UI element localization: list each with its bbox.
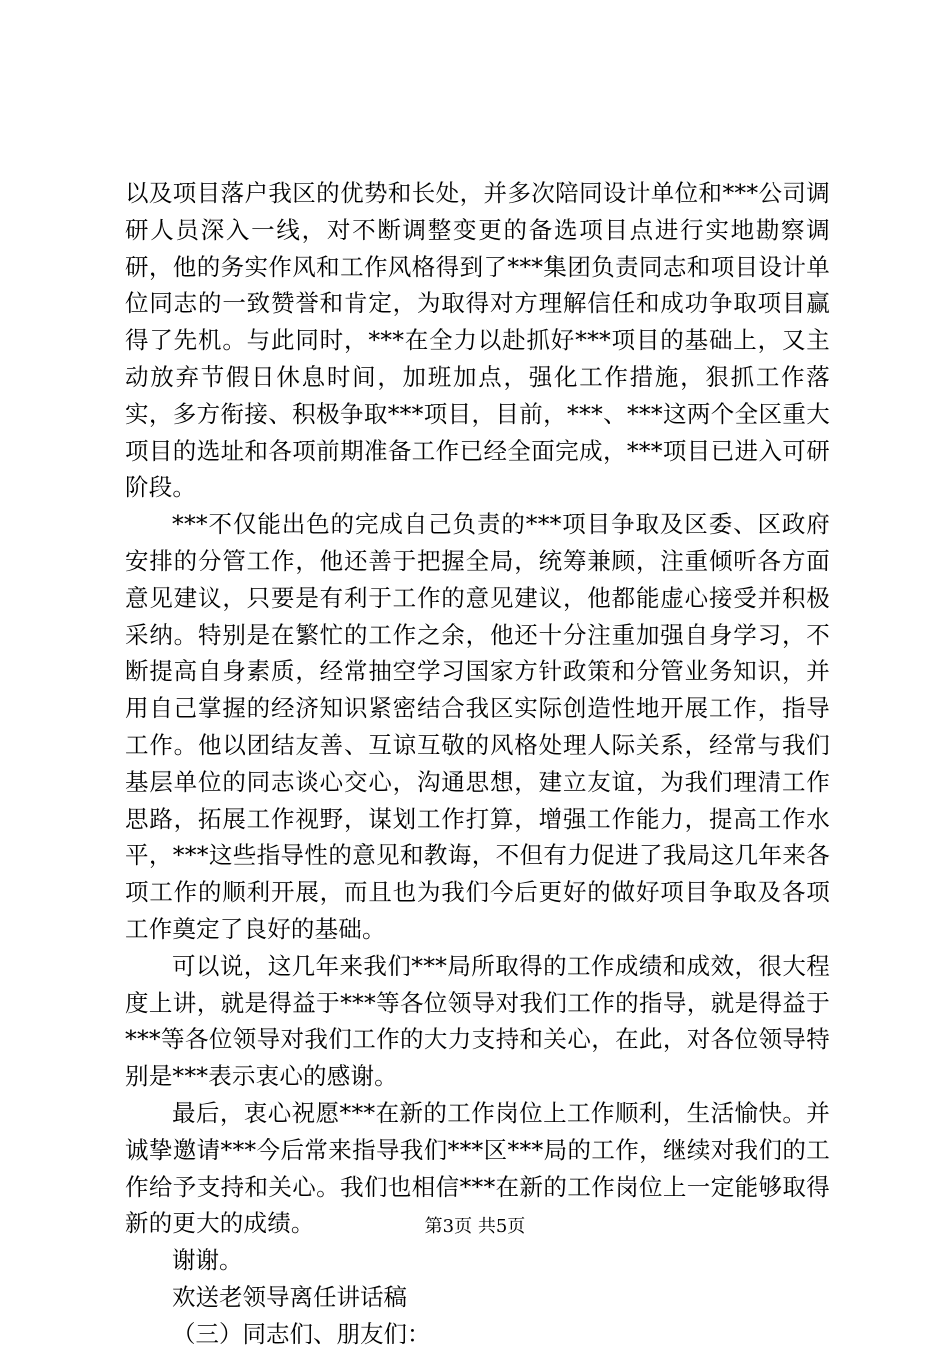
- thanks-line: 谢谢。: [172, 1246, 243, 1275]
- document-body: [125, 175, 830, 1353]
- paragraph-1: 以及项目落户我区的优势和长处，并多次陪同设计单位和***公司调研人员深入一线，对不断调整变更的备选项目点进行实地勘察调研，他的务实作风和工作风格得到了***集团负责同志和项目设计单位同志的一致赞誉和肯定，为取得对方理解信任和成功争取项目赢得了先机。与此同时，***在全力以赴抓好***项目的基础上，又主动放弃节假日休息时间，加班加点，强化工作措施，狠抓工作落实，多方衔接、积极争取***项目，目前，***、***这两个全区重大项目的选址和各项前期准备工作已经全面完成，***项目已进入可研阶段。: [125, 179, 830, 502]
- next-speech-heading: （三）同志们、朋友们：: [172, 1319, 431, 1348]
- paragraph-3: 可以说，这几年来我们***局所取得的工作成绩和成效，很大程度上讲，就是得益于***等各位领导对我们工作的指导，就是得益于***等各位领导对我们工作的大力支持和关心，在此，对各位领导特别是***表示衷心的感谢。: [125, 951, 830, 1091]
- next-speech-title: 欢送老领导离任讲话稿: [172, 1282, 407, 1311]
- paragraph-4: 最后，衷心祝愿***在新的工作岗位上工作顺利，生活愉快。并诚挚邀请***今后常来指导我们***区***局的工作，继续对我们的工作给予支持和关心。我们也相信***在新的工作岗位上一定能够取得新的更大的成绩。: [125, 1098, 830, 1238]
- paragraph-2: ***不仅能出色的完成自己负责的***项目争取及区委、区政府安排的分管工作，他还善于把握全局，统筹兼顾，注重倾听各方面意见建议，只要是有利于工作的意见建议，他都能虚心接受并积极采纳。特别是在繁忙的工作之余，他还十分注重加强自身学习，不断提高自身素质，经常抽空学习国家方针政策和分管业务知识，并用自己掌握的经济知识紧密结合我区实际创造性地开展工作，指导工作。他以团结友善、互谅互敬的风格处理人际关系，经常与我们基层单位的同志谈心交心，沟通思想，建立友谊，为我们理清工作思路，拓展工作视野，谋划工作打算，增强工作能力，提高工作水平，***这些指导性的意见和教诲，不但有力促进了我局这几年来各项工作的顺利开展，而且也为我们今后更好的做好项目争取及各项工作奠定了良好的基础。: [125, 510, 830, 943]
- page-footer: 第3页 共5页: [424, 1216, 526, 1237]
